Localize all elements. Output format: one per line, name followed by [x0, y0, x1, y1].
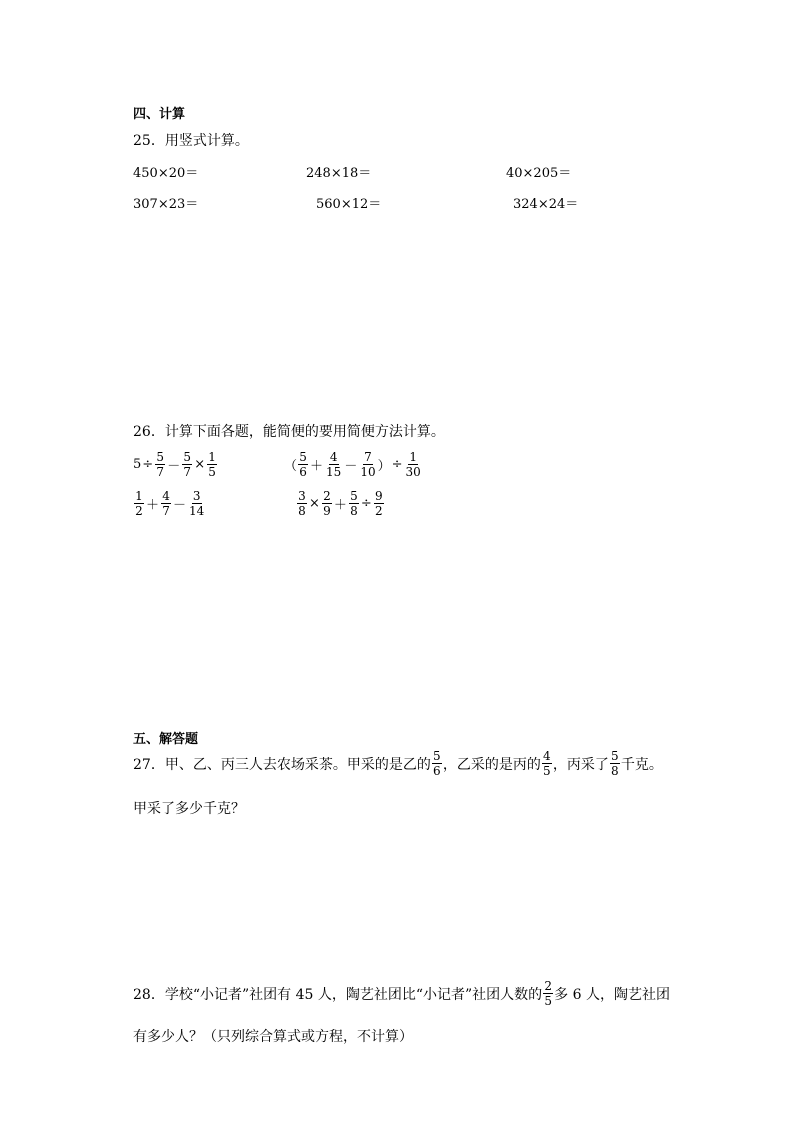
numerator: 4: [543, 749, 551, 763]
numerator: 1: [135, 489, 143, 503]
question-27-line-2: 甲采了多少千克？: [133, 801, 245, 817]
fraction: [155, 451, 165, 478]
denominator: 9: [323, 504, 331, 518]
denominator: 2: [135, 504, 143, 518]
fraction: [349, 490, 359, 517]
number: 5: [133, 457, 142, 472]
fraction: [405, 451, 422, 478]
q28-text-1: 28．学校“小记者”社团有 45 人，陶艺社团比“小记者”社团人数的: [133, 986, 543, 1003]
denominator: 8: [611, 764, 619, 778]
q26-expr-3: [133, 490, 206, 517]
question-26-prompt: 26．计算下面各题，能简便的要用简便方法计算。: [133, 424, 445, 440]
numerator: 5: [156, 450, 164, 464]
operator: －: [344, 459, 358, 474]
operator: －: [167, 459, 181, 474]
denominator: 14: [189, 504, 205, 518]
fraction: [543, 980, 553, 1007]
section-title-calculation: 四、计算: [133, 107, 186, 122]
fraction: [297, 490, 307, 517]
q25-expr-2: 248×18＝: [306, 166, 372, 181]
q27-text-2: ，乙采的是丙的: [442, 756, 541, 773]
q25-expr-1: 450×20＝: [133, 166, 199, 181]
numerator: 5: [611, 749, 619, 763]
numerator: 5: [183, 450, 192, 464]
denominator: 7: [156, 465, 164, 479]
numerator: 1: [208, 450, 216, 464]
denominator: 6: [299, 465, 307, 479]
numerator: 7: [364, 450, 372, 464]
denominator: 15: [326, 465, 342, 479]
fraction: [359, 451, 376, 478]
numerator: 9: [375, 489, 383, 503]
operator: ＋: [146, 498, 160, 513]
denominator: 5: [208, 465, 216, 479]
fraction: [610, 750, 620, 777]
numerator: 4: [162, 489, 170, 503]
denominator: 30: [405, 465, 421, 479]
q25-expr-5: 560×12＝: [316, 197, 382, 212]
q26-expr-2: [284, 451, 423, 478]
numerator: 1: [409, 450, 417, 464]
operator: ÷: [360, 496, 372, 511]
fraction: [207, 451, 217, 478]
denominator: 6: [433, 764, 441, 778]
numerator: 2: [544, 979, 552, 993]
operator: －: [173, 498, 187, 513]
paren-right: ）: [377, 459, 391, 474]
fraction: [161, 490, 171, 517]
fraction: [542, 750, 552, 777]
fraction: [182, 451, 192, 478]
q27-text-3: ，丙采了: [552, 756, 609, 773]
numerator: 2: [323, 489, 331, 503]
q26-expr-1: [133, 451, 218, 478]
denominator: 2: [375, 504, 383, 518]
operator: ＋: [310, 459, 324, 474]
denominator: 10: [360, 465, 376, 479]
operator: ×: [309, 496, 320, 511]
question-27-line-1: [133, 750, 663, 777]
operator: ÷: [142, 457, 154, 472]
numerator: 5: [350, 489, 358, 503]
denominator: 7: [183, 465, 192, 479]
fraction: [298, 451, 308, 478]
q27-text-4: 千克。: [620, 756, 663, 773]
numerator: 5: [299, 450, 307, 464]
question-25-prompt: 25．用竖式计算。: [133, 133, 249, 149]
numerator: 3: [298, 489, 306, 503]
operator: ÷: [391, 457, 403, 472]
question-28-line-2: 有多少人？（只列综合算式或方程，不计算）: [133, 1029, 413, 1045]
fraction: [188, 490, 205, 517]
q25-expr-6: 324×24＝: [513, 197, 579, 212]
denominator: 8: [350, 504, 358, 518]
fraction: [374, 490, 384, 517]
q28-text-2: 多 6 人，陶艺社团: [554, 986, 670, 1003]
q27-text-1: 27．甲、乙、丙三人去农场采茶。甲采的是乙的: [133, 756, 431, 773]
q25-expr-3: 40×205＝: [506, 166, 572, 181]
fraction: [325, 451, 342, 478]
numerator: 4: [329, 450, 338, 464]
paren-left: （: [284, 459, 298, 474]
numerator: 5: [433, 749, 441, 763]
question-28-line-1: [133, 980, 670, 1007]
q26-expr-4: [296, 490, 385, 517]
q25-expr-4: 307×23＝: [133, 197, 199, 212]
section-title-word-problems: 五、解答题: [133, 732, 199, 747]
denominator: 5: [543, 764, 551, 778]
fraction: [322, 490, 332, 517]
denominator: 5: [544, 994, 552, 1008]
operator: ×: [194, 457, 206, 472]
fraction: [134, 490, 144, 517]
fraction: [432, 750, 442, 777]
denominator: 8: [298, 504, 306, 518]
operator: ＋: [333, 498, 347, 513]
denominator: 7: [162, 504, 170, 518]
numerator: 3: [192, 489, 201, 503]
